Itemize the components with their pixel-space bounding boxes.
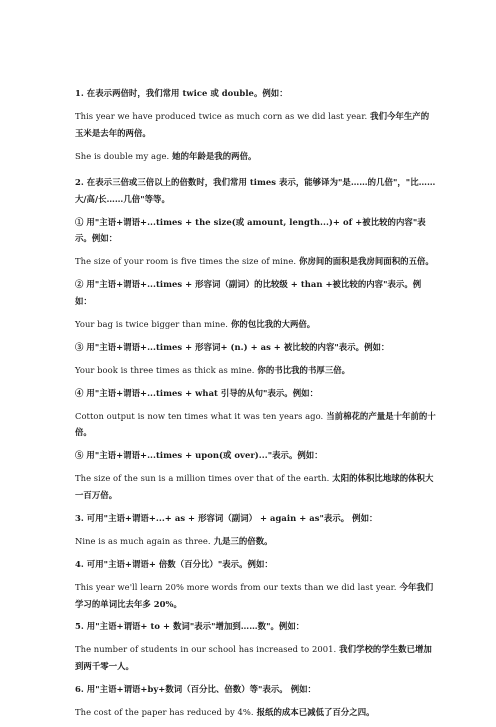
example-sentence: Your book is three times as thick as mine. 你的书比我的书厚三倍。 [75, 364, 351, 375]
paragraph-heading-1: 1. 在表示两倍时，我们常用 twice 或 double。例如： [75, 88, 288, 98]
paragraph-heading-2: 2. 在表示三倍或三倍以上的倍数时，我们常用 times 表示，能够译为"是……的几倍"，"比……大/高/长……几倍"等等。 [75, 177, 436, 204]
example-sentence: This year we'll learn 20% more words from our texts than we did last year. 今年我们学习的单词比去年多 20%。 [75, 581, 434, 609]
rule-4: ④ 用"主语+谓语+...times + what 引导的从句"表示。例如： [75, 387, 319, 398]
example-sentence: The number of students in our school has increased to 2001. 我们学校的学生数已增加到两千零一人。 [75, 644, 432, 672]
example-sentence: The size of your room is five times the size of mine. 你房间的面积是我房间面积的五倍。 [75, 256, 434, 267]
document-page [75, 85, 437, 727]
paragraph-heading-6: 6. 用"主语+谓语+by+数词（百分比、倍数）等"表示。 例如： [75, 684, 316, 695]
example-sentence: The cost of the paper has reduced by 4%. 报纸的成本已减低了百分之四。 [75, 707, 375, 718]
rule-2: ② 用"主语+谓语+...times + 形容词（副词）的比较级 + than +被比较的内容"表示。例如： [75, 279, 422, 306]
example-sentence: This year we have produced twice as much corn as we did last year. 我们今年生产的玉米是去年的两倍。 [75, 110, 430, 138]
paragraph-heading-3: 3. 可用"主语+谓语+...+ as + 形容词（副词） + again + as"表示。 例如： [75, 512, 378, 523]
example-sentence: The size of the sun is a million times over that of the earth. 太阳的体积比地球的体积大一百万倍。 [75, 473, 434, 500]
rule-3: ③ 用"主语+谓语+...times + 形容词+ (n.) + as + 被比较的内容"表示。例如： [75, 341, 390, 352]
paragraph-heading-4: 4. 可用"主语+谓语+ 倍数（百分比）"表示。例如： [75, 558, 273, 569]
rule-1: ① 用"主语+谓语+...times + the size(或 amount, length...)+ of +被比较的内容"表示。例如： [75, 216, 426, 244]
rule-5: ⑤ 用"主语+谓语+...times + upon(或 over)..."表示。例如： [75, 450, 323, 461]
paragraph-heading-5: 5. 用"主语+谓语+ to + 数词"表示"增加到……数"。例如： [75, 621, 305, 632]
example-sentence: She is double my age. 她的年龄是我的两倍。 [75, 150, 257, 161]
example-sentence: Your bag is twice bigger than mine. 你的包比我的大两倍。 [75, 318, 316, 329]
example-sentence: Nine is as much again as three. 九是三的倍数。 [75, 535, 273, 546]
example-sentence: Cotton output is now ten times what it was ten years ago. 当前棉花的产量是十年前的十倍。 [75, 410, 436, 438]
